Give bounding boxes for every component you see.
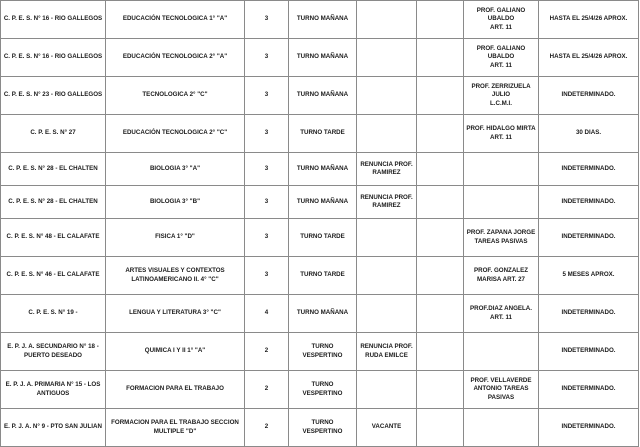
duration-cell <box>539 77 639 115</box>
hours-cell-text: 3 <box>264 91 269 99</box>
teacher-cell-text: PROF.DIAZ ANGELA. ART. 11 <box>470 305 532 321</box>
school-cell <box>1 295 106 333</box>
duration-cell <box>539 186 639 219</box>
teacher-cell <box>464 186 539 219</box>
subject-cell-text: FISICA 1° "D" <box>155 233 195 241</box>
school-cell <box>1 77 106 115</box>
subject-cell-text: FORMACION PARA EL TRABAJO <box>126 385 224 393</box>
reason-cell <box>357 219 417 257</box>
table-row <box>1 1 639 39</box>
hours-cell-text: 3 <box>264 233 269 241</box>
school-cell-text: C. P. E. S. N° 48 - EL CALAFATE <box>6 233 100 241</box>
teacher-cell-text: PROF. VELLAVERDE ANTONIO TAREAS PASIVAS <box>470 377 532 401</box>
subject-cell <box>106 39 245 77</box>
teacher-cell <box>464 409 539 447</box>
extra-cell <box>417 115 464 153</box>
teacher-cell <box>464 257 539 295</box>
subject-cell <box>106 257 245 295</box>
duration-cell <box>539 371 639 409</box>
table-row <box>1 186 639 219</box>
school-cell-text: E. P. J. A. PRIMARIA N° 15 - LOS ANTIGUOS <box>5 381 101 397</box>
hours-cell-text: 2 <box>264 385 269 393</box>
hours-cell-text: 3 <box>264 15 269 23</box>
reason-cell <box>357 371 417 409</box>
table-row <box>1 219 639 257</box>
reason-cell <box>357 186 417 219</box>
reason-cell <box>357 39 417 77</box>
hours-cell <box>245 257 289 295</box>
duration-cell-text: INDETERMINADO. <box>561 385 616 393</box>
school-cell-text: C. P. E. S. N° 28 - EL CHALTEN <box>8 197 98 205</box>
extra-cell <box>417 39 464 77</box>
school-cell <box>1 186 106 219</box>
school-cell <box>1 371 106 409</box>
duration-cell <box>539 257 639 295</box>
subject-cell-text: BIOLOGIA 3° "A" <box>149 164 201 172</box>
duration-cell-text: INDETERMINADO. <box>561 164 616 172</box>
duration-cell <box>539 333 639 371</box>
subject-cell-text: EDUCACIÓN TECNOLOGICA 1° "A" <box>122 15 228 23</box>
shift-cell-text: TURNO VESPERTINO <box>302 381 343 397</box>
duration-cell <box>539 295 639 333</box>
hours-cell-text: 3 <box>264 271 269 279</box>
teacher-cell-text: PROF. ZERRIZUELA JULIO L.C.M.I. <box>471 83 531 107</box>
subject-cell <box>106 77 245 115</box>
duration-cell <box>539 409 639 447</box>
extra-cell <box>417 219 464 257</box>
shift-cell <box>289 115 357 153</box>
reason-cell-text: RENUNCIA PROF. RAMIREZ <box>360 193 413 209</box>
extra-cell <box>417 77 464 115</box>
hours-cell <box>245 77 289 115</box>
hours-cell-text: 2 <box>264 347 269 355</box>
hours-cell-text: 3 <box>264 129 269 137</box>
hours-cell <box>245 409 289 447</box>
hours-cell <box>245 153 289 186</box>
extra-cell <box>417 409 464 447</box>
table-row <box>1 77 639 115</box>
shift-cell-text: TURNO TARDE <box>300 271 345 279</box>
school-cell-text: C. P. E. S. N° 46 - EL CALAFATE <box>6 271 100 279</box>
extra-cell <box>417 153 464 186</box>
shift-cell-text: TURNO MAÑANA <box>296 15 349 23</box>
teacher-cell <box>464 295 539 333</box>
extra-cell <box>417 186 464 219</box>
school-cell-text: C. P. E. S. N° 28 - EL CHALTEN <box>8 164 98 172</box>
school-cell-text: C. P. E. S. N° 27 <box>30 129 76 137</box>
reason-cell-text: RENUNCIA PROF. RUDA EMILCE <box>360 343 413 359</box>
duration-cell-text: HASTA EL 25/4/26 APROX. <box>549 53 628 61</box>
teacher-cell <box>464 115 539 153</box>
reason-cell <box>357 295 417 333</box>
teacher-cell-text: PROF. ZAPANA JORGE TAREAS PASIVAS <box>466 229 536 245</box>
duration-cell <box>539 1 639 39</box>
extra-cell <box>417 295 464 333</box>
teacher-cell <box>464 371 539 409</box>
hours-cell-text: 3 <box>264 164 269 172</box>
school-cell <box>1 115 106 153</box>
reason-cell <box>357 409 417 447</box>
school-cell-text: C. P. E. S. N° 19 - <box>28 309 78 317</box>
school-cell-text: E. P. J. A. N° 9 - PTO SAN JULIAN <box>4 423 102 431</box>
school-cell <box>1 219 106 257</box>
shift-cell-text: TURNO VESPERTINO <box>302 419 343 435</box>
extra-cell <box>417 1 464 39</box>
subject-cell <box>106 371 245 409</box>
teacher-cell-text: PROF. GONZALEZ MARISA ART. 27 <box>474 267 528 283</box>
table-row <box>1 371 639 409</box>
duration-cell-text: INDETERMINADO. <box>561 423 616 431</box>
table-row <box>1 39 639 77</box>
school-cell <box>1 153 106 186</box>
reason-cell-text: RENUNCIA PROF. RAMIREZ <box>360 160 413 176</box>
teacher-cell-text: PROF. GALIANO UBALDO ART. 11 <box>476 45 526 69</box>
duration-cell-text: INDETERMINADO. <box>561 309 616 317</box>
subject-cell-text: BIOLOGIA 3° "B" <box>149 197 201 205</box>
shift-cell-text: TURNO MAÑANA <box>296 53 349 61</box>
school-cell-text: C. P. E. S. N° 23 - RIO GALLEGOS <box>3 91 103 99</box>
hours-cell-text: 3 <box>264 197 269 205</box>
duration-cell-text: INDETERMINADO. <box>561 347 616 355</box>
teacher-cell-text: PROF. HIDALGO MIRTA ART. 11 <box>466 125 536 141</box>
extra-cell <box>417 371 464 409</box>
teacher-cell <box>464 1 539 39</box>
subject-cell-text: TECNOLOGICA 2° "C" <box>142 91 208 99</box>
subject-cell-text: EDUCACIÓN TECNOLOGICA 2° "A" <box>122 53 228 61</box>
school-cell <box>1 333 106 371</box>
hours-cell <box>245 115 289 153</box>
shift-cell <box>289 257 357 295</box>
teacher-cell <box>464 39 539 77</box>
shift-cell-text: TURNO TARDE <box>300 233 345 241</box>
table-row <box>1 257 639 295</box>
reason-cell <box>357 115 417 153</box>
reason-cell <box>357 153 417 186</box>
shift-cell <box>289 371 357 409</box>
school-cell-text: C. P. E. S. N° 16 - RIO GALLEGOS <box>3 15 103 23</box>
shift-cell-text: TURNO MAÑANA <box>296 197 349 205</box>
school-cell-text: C. P. E. S. N° 16 - RIO GALLEGOS <box>3 53 103 61</box>
hours-cell <box>245 186 289 219</box>
teacher-cell <box>464 153 539 186</box>
shift-cell-text: TURNO MAÑANA <box>296 309 349 317</box>
teacher-cell-text: PROF. GALIANO UBALDO ART. 11 <box>476 7 526 31</box>
subject-cell-text: EDUCACIÓN TECNOLOGICA 2° "C" <box>122 129 228 137</box>
teacher-cell <box>464 333 539 371</box>
duration-cell-text: 5 MESES APROX. <box>562 271 615 279</box>
duration-cell-text: 30 DIAS. <box>575 129 602 137</box>
duration-cell-text: INDETERMINADO. <box>561 233 616 241</box>
duration-cell <box>539 219 639 257</box>
extra-cell <box>417 333 464 371</box>
subject-cell <box>106 1 245 39</box>
subject-cell <box>106 295 245 333</box>
duration-cell <box>539 115 639 153</box>
shift-cell <box>289 1 357 39</box>
reason-cell-text: VACANTE <box>371 423 402 431</box>
table-row <box>1 115 639 153</box>
shift-cell-text: TURNO MAÑANA <box>296 164 349 172</box>
subject-cell <box>106 219 245 257</box>
shift-cell-text: TURNO VESPERTINO <box>302 343 343 359</box>
shift-cell <box>289 39 357 77</box>
school-cell <box>1 1 106 39</box>
reason-cell <box>357 333 417 371</box>
duration-cell <box>539 39 639 77</box>
shift-cell-text: TURNO TARDE <box>300 129 345 137</box>
subject-cell-text: ARTES VISUALES Y CONTEXTOS LATINOAMERICANO II. 4° "C" <box>125 267 225 283</box>
table-row <box>1 333 639 371</box>
school-cell <box>1 257 106 295</box>
teacher-cell <box>464 219 539 257</box>
shift-cell <box>289 409 357 447</box>
subject-cell-text: QUIMICA I Y II 1° "A" <box>144 347 206 355</box>
hours-cell <box>245 219 289 257</box>
hours-cell <box>245 39 289 77</box>
hours-cell-text: 3 <box>264 53 269 61</box>
duration-cell-text: INDETERMINADO. <box>561 197 616 205</box>
school-cell <box>1 409 106 447</box>
table-row <box>1 295 639 333</box>
table-row <box>1 409 639 447</box>
subject-cell-text: LENGUA Y LITERATURA 3° "C" <box>129 309 221 317</box>
duration-cell-text: HASTA EL 25/4/26 APROX. <box>549 15 628 23</box>
shift-cell <box>289 77 357 115</box>
hours-cell <box>245 1 289 39</box>
school-cell-text: E. P. J. A. SECUNDARIO N° 18 - PUERTO DESEADO <box>7 343 99 359</box>
hours-cell-text: 4 <box>264 309 269 317</box>
hours-cell <box>245 333 289 371</box>
subject-cell <box>106 409 245 447</box>
subject-cell <box>106 333 245 371</box>
hours-cell-text: 2 <box>264 423 269 431</box>
reason-cell <box>357 77 417 115</box>
school-cell <box>1 39 106 77</box>
reason-cell <box>357 257 417 295</box>
duration-cell <box>539 153 639 186</box>
shift-cell <box>289 186 357 219</box>
shift-cell <box>289 219 357 257</box>
subject-cell <box>106 153 245 186</box>
shift-cell <box>289 153 357 186</box>
subject-cell <box>106 186 245 219</box>
reason-cell <box>357 1 417 39</box>
table-row <box>1 153 639 186</box>
subject-cell-text: FORMACION PARA EL TRABAJO SECCION MULTIPLE "D" <box>111 419 239 435</box>
hours-cell <box>245 295 289 333</box>
duration-cell-text: INDETERMINADO. <box>561 91 616 99</box>
shift-cell <box>289 333 357 371</box>
teacher-cell <box>464 77 539 115</box>
hours-cell <box>245 371 289 409</box>
extra-cell <box>417 257 464 295</box>
shift-cell-text: TURNO MAÑANA <box>296 91 349 99</box>
subject-cell <box>106 115 245 153</box>
table-body <box>1 1 639 447</box>
shift-cell <box>289 295 357 333</box>
